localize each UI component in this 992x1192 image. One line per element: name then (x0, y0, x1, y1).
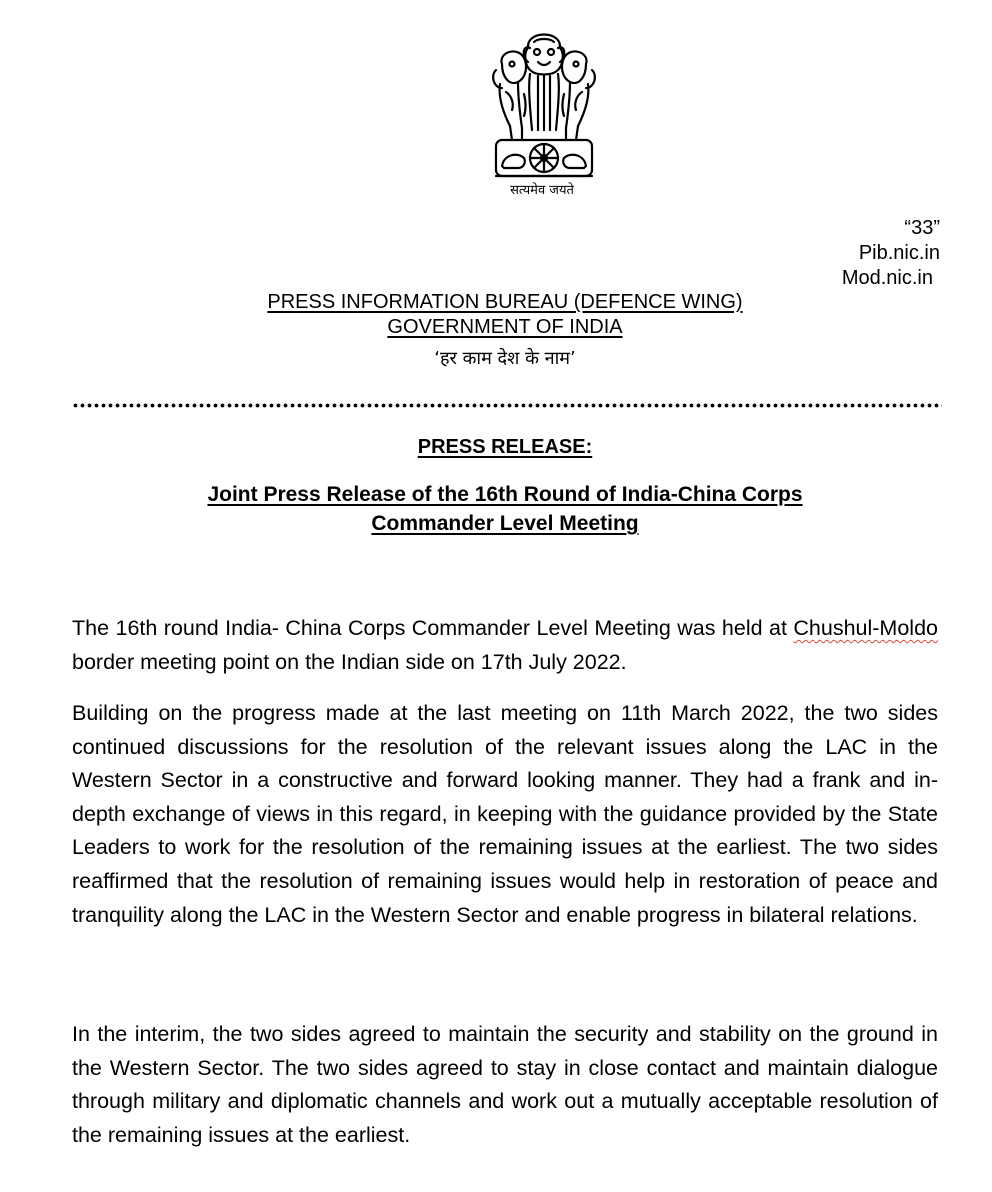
reference-block (842, 216, 940, 291)
bureau-name-text: PRESS INFORMATION BUREAU (DEFENCE WING) (267, 291, 743, 313)
spellcheck-flagged-word: Chushul-Moldo (793, 616, 938, 640)
government-name-text: GOVERNMENT OF INDIA (387, 316, 623, 338)
press-release-label (0, 434, 992, 460)
headline-line-2: Commander Level Meeting (371, 512, 639, 535)
bureau-name (0, 290, 992, 315)
headline-line-1: Joint Press Release of the 16th Round of India-China Corps (207, 483, 803, 506)
paragraph-3: In the interim, the two sides agreed to maintain the security and stability on the ground in the Western Sector. The two sides agreed to stay in close contact and maintain dialogue through military and diplomatic channels and work out a mutually acceptable resolution of the remaining issues at the earliest. (72, 1022, 938, 1147)
national-emblem-icon (488, 18, 600, 186)
press-release-label-text: PRESS RELEASE: (417, 436, 593, 458)
paragraph-1-start: The 16th round India- China Corps Commander Level Meeting was held at (72, 616, 787, 640)
hindi-tagline: ‘हर काम देश के नाम’ (434, 348, 576, 369)
press-release-headline (110, 480, 900, 538)
paragraph-2: Building on the progress made at the last meeting on 11th March 2022, the two sides continued discussions for the resolution of the relevant issues along the LAC in the Western Sector in a constructive and forward looking manner. They had a frank and in-depth exchange of views in this regard, in keeping with the guidance provided by the State Leaders to work for the resolution of the remaining issues at the earliest. The two sides reaffirmed that the resolution of remaining issues would help in restoration of peace and tranquility along the LAC in the Western Sector and enable progress in bilateral relations. (72, 701, 938, 927)
dotted-divider (72, 403, 942, 408)
pib-website: Pib.nic.in (858, 242, 940, 264)
reference-number: “33” (904, 217, 940, 239)
paragraph-1-end: border meeting point on the Indian side on 17th July 2022. (72, 649, 627, 674)
mod-website: Mod.nic.in (841, 267, 933, 289)
emblem-motto: सत्यमेव जयते (510, 183, 574, 198)
paragraph-1 (72, 612, 938, 679)
government-name (0, 315, 992, 340)
